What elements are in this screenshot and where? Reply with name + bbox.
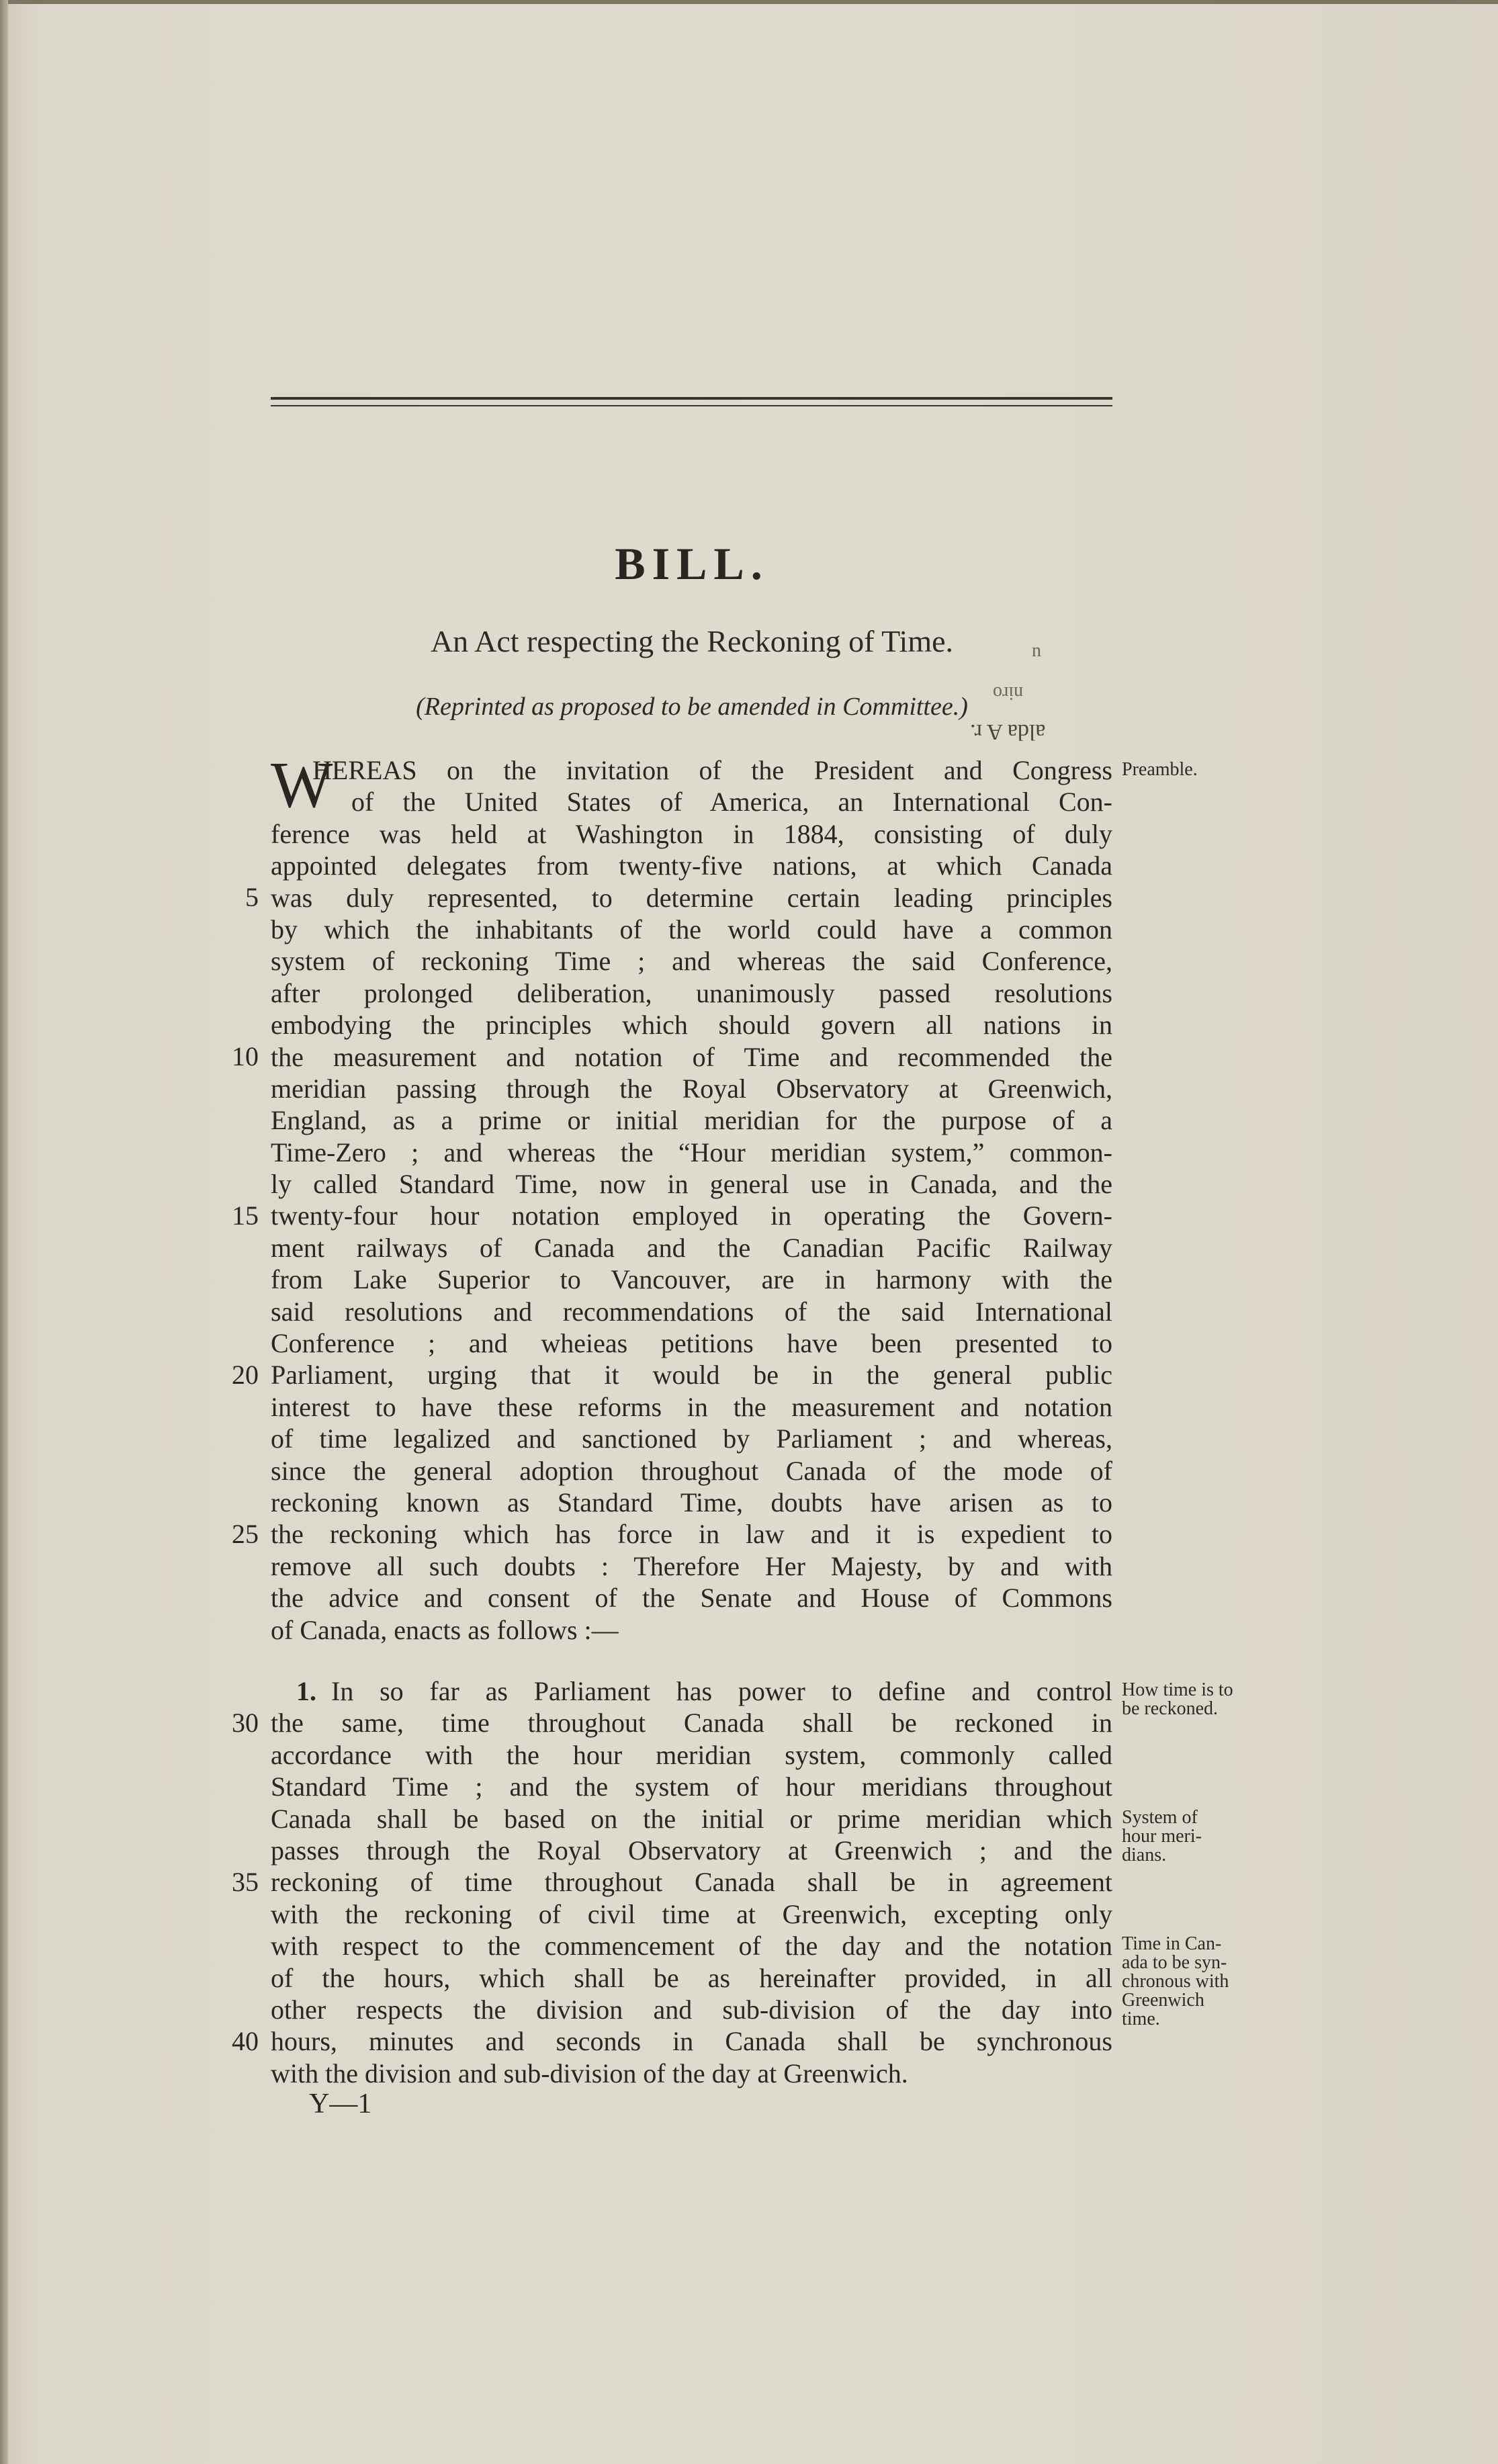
margin-note-line: hour meri- <box>1122 1826 1202 1847</box>
section-number: 1. <box>296 1676 316 1706</box>
line-number: 35 <box>232 1867 259 1897</box>
section-line: of the hours, which shall be as hereinafter provided, in all <box>271 1962 1112 1993</box>
preamble-line: the measurement and notation of Time and recommended the <box>271 1041 1112 1072</box>
preamble-line: of the United States of America, an International Con- <box>351 787 1112 818</box>
section-line: Canada shall be based on the initial or prime meridian which <box>271 1803 1112 1834</box>
preamble-line: reckoning known as Standard Time, doubts have arisen as to <box>271 1487 1112 1517</box>
section-line: hours, minutes and seconds in Canada shall be synchronous <box>271 2026 1112 2057</box>
bill-subtitle: An Act respecting the Reckoning of Time. <box>430 624 954 658</box>
preamble-line: ly called Standard Time, now in general use in Canada, and the <box>271 1169 1112 1200</box>
margin-note-line: ada to be syn- <box>1122 1952 1227 1973</box>
preamble-line: remove all such doubts : Therefore Her Majesty, by and with <box>271 1550 1112 1581</box>
preamble-line: ference was held at Washington in 1884, consisting of duly <box>271 818 1112 849</box>
section-1-text <box>271 1675 1112 2089</box>
section-line: the same, time throughout Canada shall be reckoned in <box>271 1708 1112 1739</box>
margin-note-line: Time in Can- <box>1122 1933 1222 1954</box>
preamble-line: embodying the principles which should govern all nations in <box>271 1010 1112 1041</box>
preamble-line: the advice and consent of the Senate and House of Commons <box>271 1583 1112 1614</box>
preamble-line: Parliament, urging that it would be in the general public <box>271 1360 1112 1391</box>
margin-note-line: System of <box>1122 1807 1198 1828</box>
preamble-line: England, as a prime or initial meridian for the purpose of a <box>271 1105 1112 1136</box>
line-number: 20 <box>232 1360 259 1390</box>
section-line: accordance with the hour meridian system, commonly called <box>271 1739 1112 1770</box>
bill-title: BILL. <box>615 538 769 589</box>
section-line: passes through the Royal Observatory at Greenwich ; and the <box>271 1835 1112 1865</box>
stray-mark: n <box>1032 640 1041 661</box>
preamble-line: since the general adoption throughout Canada of the mode of <box>271 1455 1112 1486</box>
header-rule-thick <box>271 397 1112 400</box>
preamble-line: interest to have these reforms in the measurement and notation <box>271 1391 1112 1422</box>
preamble-line: system of reckoning Time ; and whereas the said Conference, <box>271 946 1112 977</box>
page-left-edge <box>0 0 8 2464</box>
section-line: In so far as Parliament has power to define and control <box>331 1676 1112 1706</box>
line-number: 30 <box>232 1708 259 1738</box>
preamble-line: the reckoning which has force in law and it is expedient to <box>271 1519 1112 1550</box>
section-line: with the reckoning of civil time at Greenwich, excepting only <box>271 1898 1112 1929</box>
signature-mark: Y—1 <box>309 2088 372 2119</box>
preamble-line: ment railways of Canada and the Canadian Pacific Railway <box>271 1232 1112 1263</box>
section-line: Standard Time ; and the system of hour meridians throughout <box>271 1771 1112 1802</box>
preamble-line: Conference ; and wheieas petitions have been presented to <box>271 1328 1112 1359</box>
margin-note-time-in-canada <box>1122 1935 1229 2029</box>
preamble-line: appointed delegates from twenty-five nations, at which Canada <box>271 850 1112 881</box>
margin-note-line: chronous with <box>1122 1971 1229 1992</box>
section-line: other respects the division and sub-division of the day into <box>271 1994 1112 2025</box>
line-number: 25 <box>232 1519 259 1549</box>
section-1-first-line <box>271 1675 1112 1707</box>
stray-mark: alda A r. <box>970 719 1046 744</box>
margin-note-system <box>1122 1808 1202 1865</box>
margin-note-line: dians. <box>1122 1845 1167 1865</box>
margin-note-preamble: Preamble. <box>1122 759 1198 780</box>
preamble-line: said resolutions and recommendations of the said International <box>271 1296 1112 1327</box>
margin-note-line: How time is to <box>1122 1679 1233 1700</box>
preamble-line: meridian passing through the Royal Observatory at Greenwich, <box>271 1073 1112 1104</box>
section-line: with respect to the commencement of the day and the notation <box>271 1931 1112 1962</box>
line-number: 5 <box>245 882 259 912</box>
line-number: 40 <box>232 2026 259 2056</box>
margin-note-how-time <box>1122 1681 1233 1718</box>
preamble-line: was duly represented, to determine certain leading principles <box>271 882 1112 913</box>
margin-note-line: time. <box>1122 2009 1160 2029</box>
preamble-line: twenty-four hour notation employed in operating the Govern- <box>271 1200 1112 1231</box>
preamble-line: Time-Zero ; and whereas the “Hour meridian system,” common- <box>271 1137 1112 1168</box>
margin-note-line: Greenwich <box>1122 1990 1204 2011</box>
line-number: 10 <box>232 1041 259 1071</box>
section-line: reckoning of time throughout Canada shall be in agreement <box>271 1867 1112 1898</box>
preamble-dropcap: W <box>271 749 333 822</box>
page-top-edge <box>0 0 1498 4</box>
preamble-line: HEREAS on the invitation of the President and Congress <box>312 755 1112 785</box>
preamble-line: by which the inhabitants of the world could have a common <box>271 914 1112 944</box>
preamble-line: of time legalized and sanctioned by Parliament ; and whereas, <box>271 1423 1112 1454</box>
preamble-line: after prolonged deliberation, unanimously passed resolutions <box>271 977 1112 1008</box>
preamble-line: of Canada, enacts as follows :— <box>271 1614 619 1645</box>
reprint-note: (Reprinted as proposed to be amended in Committee.) <box>416 693 968 721</box>
stray-mark: niro <box>993 683 1024 703</box>
header-rule-thin <box>271 405 1112 406</box>
preamble-line: from Lake Superior to Vancouver, are in harmony with the <box>271 1264 1112 1295</box>
preamble-text <box>271 749 1112 1646</box>
line-number: 15 <box>232 1200 259 1231</box>
margin-note-line: be reckoned. <box>1122 1698 1219 1719</box>
section-line: with the division and sub-division of the day at Greenwich. <box>271 2058 908 2088</box>
